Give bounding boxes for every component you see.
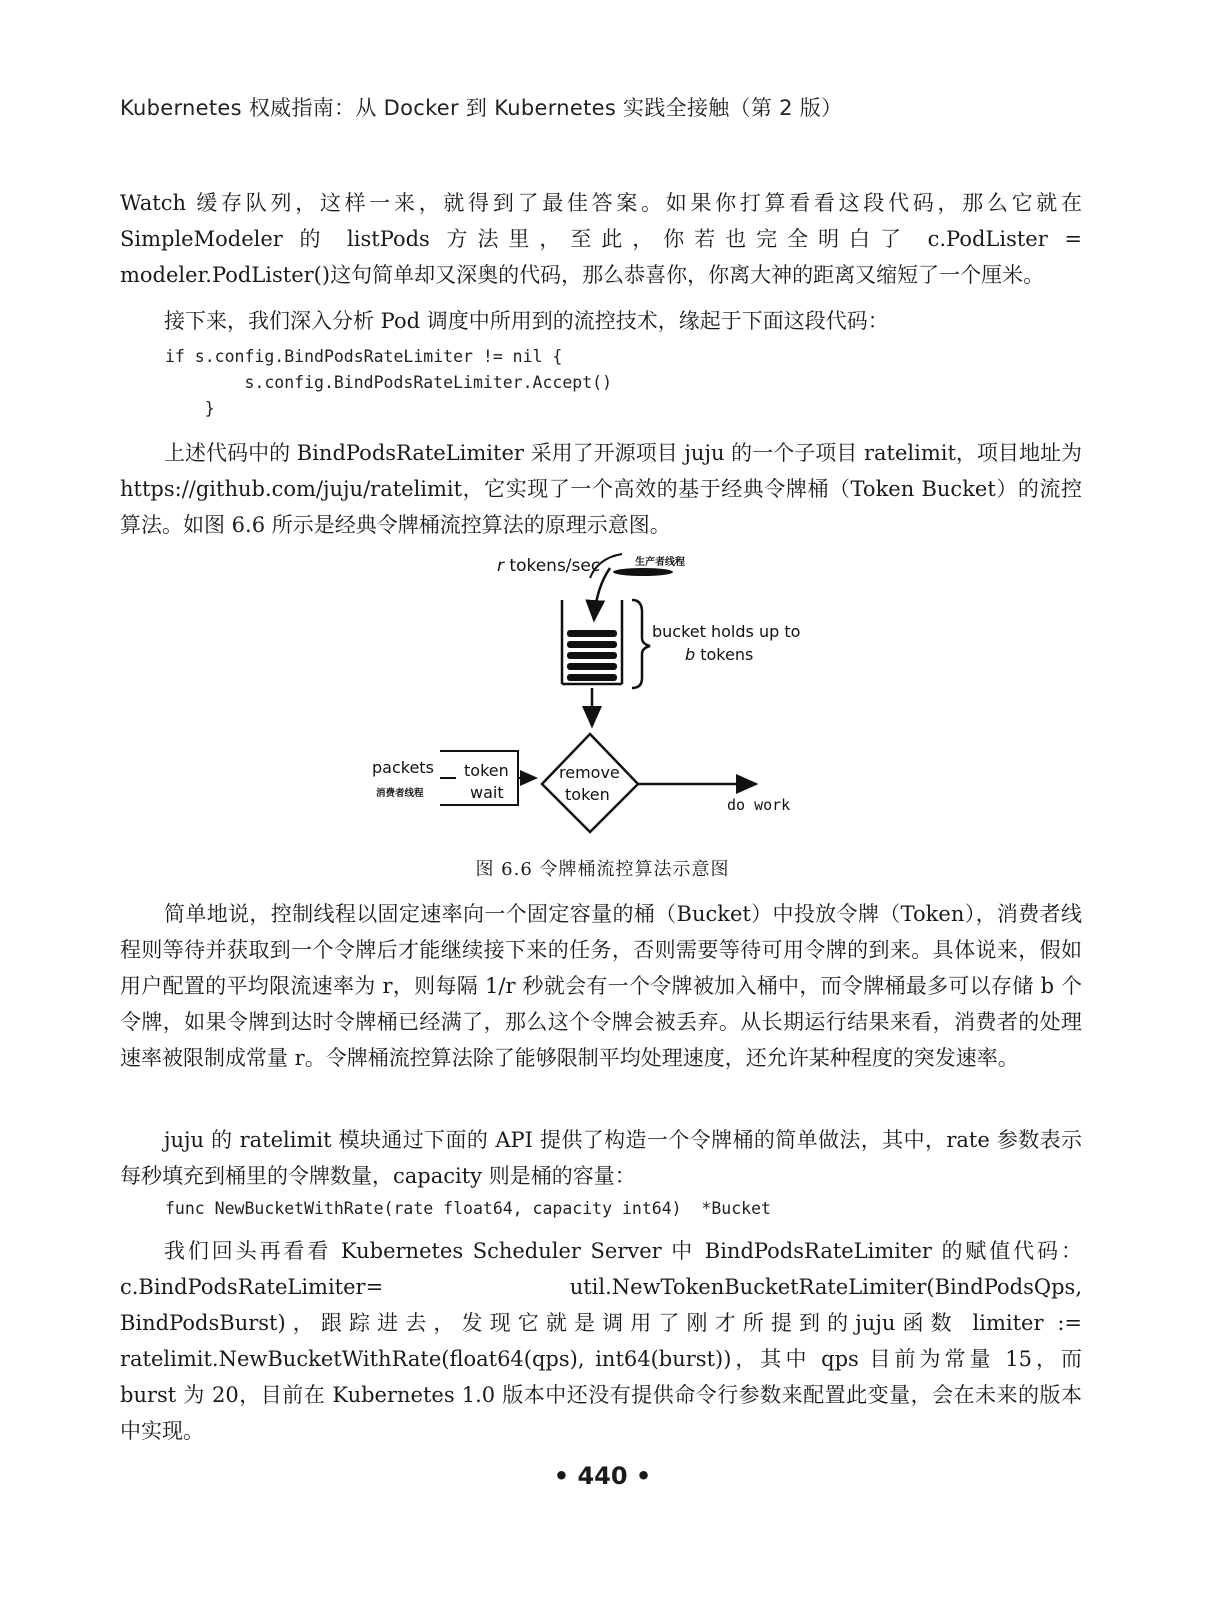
running-title: Kubernetes 权威指南：从 Docker 到 Kubernetes 实践全接触（第 2 版） [120,96,843,120]
consumer-thread-label: 消费者线程 [376,788,424,799]
code-block-rate-limiter: if s.config.BindPodsRateLimiter != nil { s.config.BindPodsRateLimiter.Accept() } [165,347,613,418]
bucket-capacity-label-line1: bucket holds up to [652,622,801,641]
remove-token-decision [542,734,638,832]
token-icon [567,663,617,670]
token-wait-label-line2: wait [470,783,504,802]
producer-thread-label: 生产者线程 [635,557,685,568]
rate-label: r tokens/sec [497,556,601,576]
paragraph-token-bucket-explanation: 简单地说，控制线程以固定速率向一个固定容量的桶（Bucket）中投放令牌（Token），消费者线程则等待并获取到一个令牌后才能继续接下来的任务，否则需要等待可用令牌的到来。具体说来，假如用户配置的平均限流速率为 r，则每隔 1/r 秒就会有一个令牌被加入桶中，而令牌桶最多可以存储 b 个令牌，如果令牌到达时令牌桶已经满了，那么这个令牌会被丢弃。从长期运行结果来看，消费者的处理速率被限制成常量 r。令牌桶流控算法除了能够限制平均处理速度，还允许某种程度的突发速率。 [120,902,1082,1070]
remove-token-label-line2: token [565,785,610,804]
paragraph-juju-ratelimit: 上述代码中的 BindPodsRateLimiter 采用了开源项目 juju 的一个子项目 ratelimit，项目地址为 https://github.com/juju/ratelimit，它实现了一个高效的基于经典令牌桶（Token Bucket）的流控算法。如图 6.6 所示是经典令牌桶流控算法的原理示意图。 [120,441,1082,537]
code-block-new-bucket: func NewBucketWithRate(rate float64, capacity int64) *Bucket [165,1199,771,1218]
token-bucket [562,600,622,684]
token-icon [567,674,617,681]
paragraph-scheduler-assignment: 我们回头再看看 Kubernetes Scheduler Server 中 BindPodsRateLimiter 的赋值代码：c.BindPodsRateLimiter= util.NewTokenBucketRateLimiter(BindPodsQps, BindPodsBurst)，跟踪进去，发现它就是调用了刚才所提到的juju函数 limiter := ratelimit.NewBucketWithRate(float64(qps), int64(burst))，其中 qps 目前为常量 15，而 burst 为 20，目前在 Kubernetes 1.0 版本中还没有提供命令行参数来配置此变量，会在未来的版本中实现。 [120,1239,1082,1443]
packets-label: packets [372,758,434,777]
token-icon [567,641,617,648]
paragraph-watch-cache: Watch 缓存队列，这样一来，就得到了最佳答案。如果你打算看看这段代码，那么它就在 SimpleModeler 的 listPods 方法里，至此，你若也完全明白了 c.PodLister = modeler.PodLister()这句简单却又深奥的代码，那么恭喜你，你离大神的距离又缩短了一个厘米。 [120,191,1082,287]
remove-token-label-line1: remove [559,763,620,782]
token-wait-label-line1: token [464,761,509,780]
do-work-label: do work [727,796,791,814]
paragraph-flow-control-intro: 接下来，我们深入分析 Pod 调度中所用到的流控技术，缘起于下面这段代码： [164,309,889,333]
figure-caption: 图 6.6 令牌桶流控算法示意图 [475,859,730,880]
token-bucket-diagram [360,548,840,848]
paragraph-juju-api: juju 的 ratelimit 模块通过下面的 API 提供了构造一个令牌桶的简单做法，其中，rate 参数表示每秒填充到桶里的令牌数量，capacity 则是桶的容量： [120,1128,1082,1188]
capacity-brace-icon [632,600,650,688]
token-bucket-figure [360,548,840,848]
page-number: • 440 • [553,1462,652,1490]
bucket-capacity-label-line2: b tokens [685,645,754,664]
token-icon [567,630,617,637]
token-icon [567,652,617,659]
